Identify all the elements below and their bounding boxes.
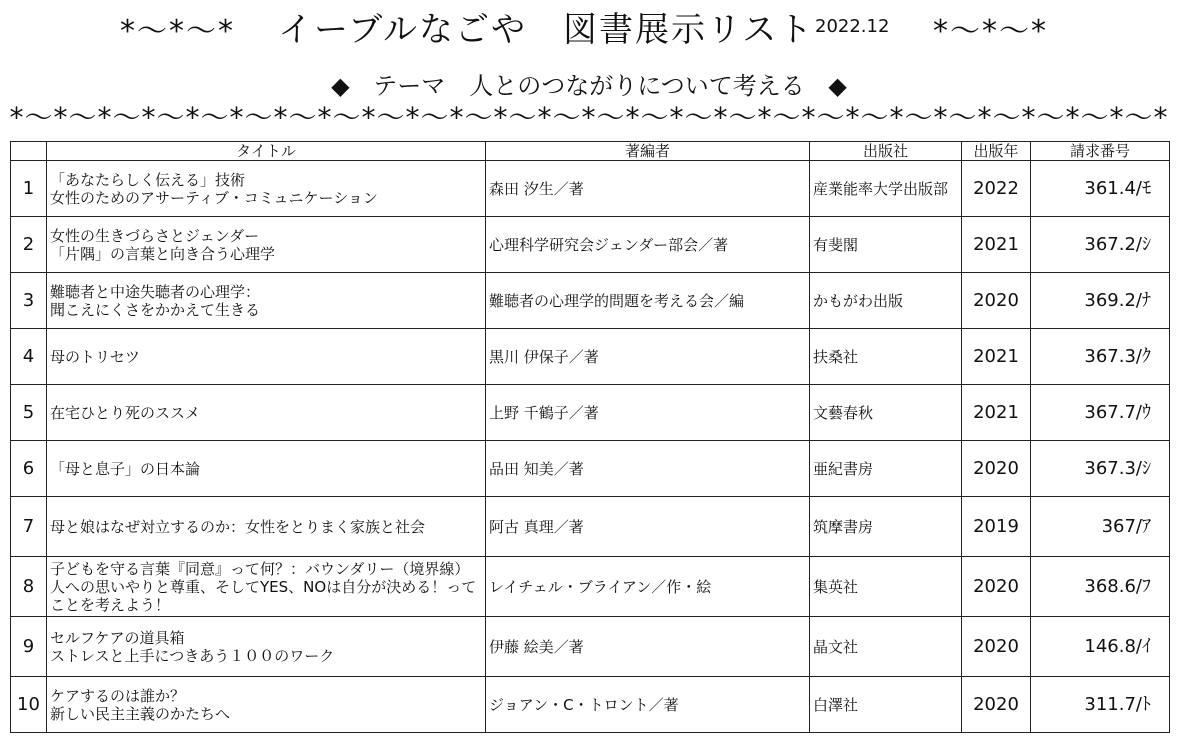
book-call-number: 367/ｱ <box>1031 497 1170 557</box>
book-title: 女性の生きづらさとジェンダー 「片隅」の言葉と向き合う心理学 <box>47 217 486 273</box>
book-call-number: 146.8/ｲ <box>1031 617 1170 677</box>
book-year: 2020 <box>962 441 1031 497</box>
book-author: 伊藤 絵美／著 <box>486 617 810 677</box>
book-publisher: かもがわ出版 <box>810 273 962 329</box>
column-header-publisher: 出版社 <box>810 142 962 161</box>
book-call-number: 367.3/ｸ <box>1031 329 1170 385</box>
book-title: 難聴者と中途失聴者の心理学： 聞こえにくさをかかえて生きる <box>47 273 486 329</box>
book-author: 黒川 伊保子／著 <box>486 329 810 385</box>
table-row <box>11 217 1170 273</box>
book-title: 在宅ひとり死のススメ <box>47 385 486 441</box>
row-number: 5 <box>11 385 47 441</box>
book-author: 阿古 真理／著 <box>486 497 810 557</box>
book-author: 心理科学研究会ジェンダー部会／著 <box>486 217 810 273</box>
book-year: 2021 <box>962 329 1031 385</box>
table-row <box>11 329 1170 385</box>
book-publisher: 白澤社 <box>810 677 962 733</box>
book-author: レイチェル・ブライアン／作・絵 <box>486 557 810 617</box>
row-number: 7 <box>11 497 47 557</box>
table-row <box>11 161 1170 217</box>
book-title: 「母と息子」の日本論 <box>47 441 486 497</box>
column-header-title: タイトル <box>47 142 486 161</box>
row-number: 2 <box>11 217 47 273</box>
book-call-number: 369.2/ﾅ <box>1031 273 1170 329</box>
book-year: 2021 <box>962 385 1031 441</box>
book-title: 母のトリセツ <box>47 329 486 385</box>
book-call-number: 368.6/ﾌ <box>1031 557 1170 617</box>
book-year: 2020 <box>962 557 1031 617</box>
book-author: 品田 知美／著 <box>486 441 810 497</box>
book-year: 2020 <box>962 617 1031 677</box>
book-year: 2021 <box>962 217 1031 273</box>
book-publisher: 有斐閣 <box>810 217 962 273</box>
book-call-number: 367.7/ｳ <box>1031 385 1170 441</box>
book-publisher: 亜紀書房 <box>810 441 962 497</box>
book-list-table <box>10 141 1170 733</box>
row-number: 9 <box>11 617 47 677</box>
diamond-icon: ◆ <box>331 72 350 100</box>
diamond-icon: ◆ <box>828 72 847 100</box>
book-publisher: 扶桑社 <box>810 329 962 385</box>
document-title: イーブルなごや 図書展示リスト <box>278 10 815 50</box>
book-year: 2022 <box>962 161 1031 217</box>
book-call-number: 361.4/ﾓ <box>1031 161 1170 217</box>
table-row <box>11 385 1170 441</box>
book-title: ケアするのは誰か？ 新しい民主主義のかたちへ <box>47 677 486 733</box>
book-year: 2020 <box>962 677 1031 733</box>
column-header-call-number: 請求番号 <box>1031 142 1170 161</box>
table-row <box>11 557 1170 617</box>
book-publisher: 文藝春秋 <box>810 385 962 441</box>
header-decoration-left: *〜*〜* <box>120 14 235 49</box>
decoration-line: *〜*〜*〜*〜*〜*〜*〜*〜*〜*〜*〜*〜*〜*〜*〜*〜*〜*〜*〜*〜*〜*〜*〜*〜*〜*〜* <box>9 101 1169 134</box>
document-header <box>0 2 1178 50</box>
theme-text: テーマ 人とのつながりについて考える <box>373 72 805 100</box>
book-publisher: 晶文社 <box>810 617 962 677</box>
book-title: 母と娘はなぜ対立するのか：女性をとりまく家族と社会 <box>47 497 486 557</box>
book-call-number: 367.3/ｼ <box>1031 441 1170 497</box>
row-number: 1 <box>11 161 47 217</box>
header-decoration-right: *〜*〜* <box>933 14 1048 49</box>
table-row <box>11 617 1170 677</box>
row-number: 8 <box>11 557 47 617</box>
book-year: 2019 <box>962 497 1031 557</box>
book-publisher: 集英社 <box>810 557 962 617</box>
book-call-number: 367.2/ｼ <box>1031 217 1170 273</box>
row-number: 3 <box>11 273 47 329</box>
table-row <box>11 273 1170 329</box>
book-year: 2020 <box>962 273 1031 329</box>
book-title: 「あなたらしく伝える」技術 女性のためのアサーティブ・コミュニケーション <box>47 161 486 217</box>
book-publisher: 産業能率大学出版部 <box>810 161 962 217</box>
book-author: 難聴者の心理学的問題を考える会／編 <box>486 273 810 329</box>
book-title: セルフケアの道具箱 ストレスと上手につきあう１００のワーク <box>47 617 486 677</box>
table-row <box>11 497 1170 557</box>
column-header-number <box>11 142 47 161</box>
table-row <box>11 677 1170 733</box>
table-header-row <box>11 142 1170 161</box>
row-number: 4 <box>11 329 47 385</box>
document-date: 2022.12 <box>815 16 890 37</box>
row-number: 10 <box>11 677 47 733</box>
book-author: ジョアン・C・トロント／著 <box>486 677 810 733</box>
book-author: 上野 千鶴子／著 <box>486 385 810 441</box>
book-title: 子どもを守る言葉『同意』って何？：バウンダリー（境界線）人への思いやりと尊重、そしてYES、NOは自分が決める！ってことを考えよう！ <box>47 557 486 617</box>
book-call-number: 311.7/ﾄ <box>1031 677 1170 733</box>
book-publisher: 筑摩書房 <box>810 497 962 557</box>
book-author: 森田 汐生／著 <box>486 161 810 217</box>
table-row <box>11 441 1170 497</box>
row-number: 6 <box>11 441 47 497</box>
column-header-author: 著編者 <box>486 142 810 161</box>
column-header-year: 出版年 <box>962 142 1031 161</box>
